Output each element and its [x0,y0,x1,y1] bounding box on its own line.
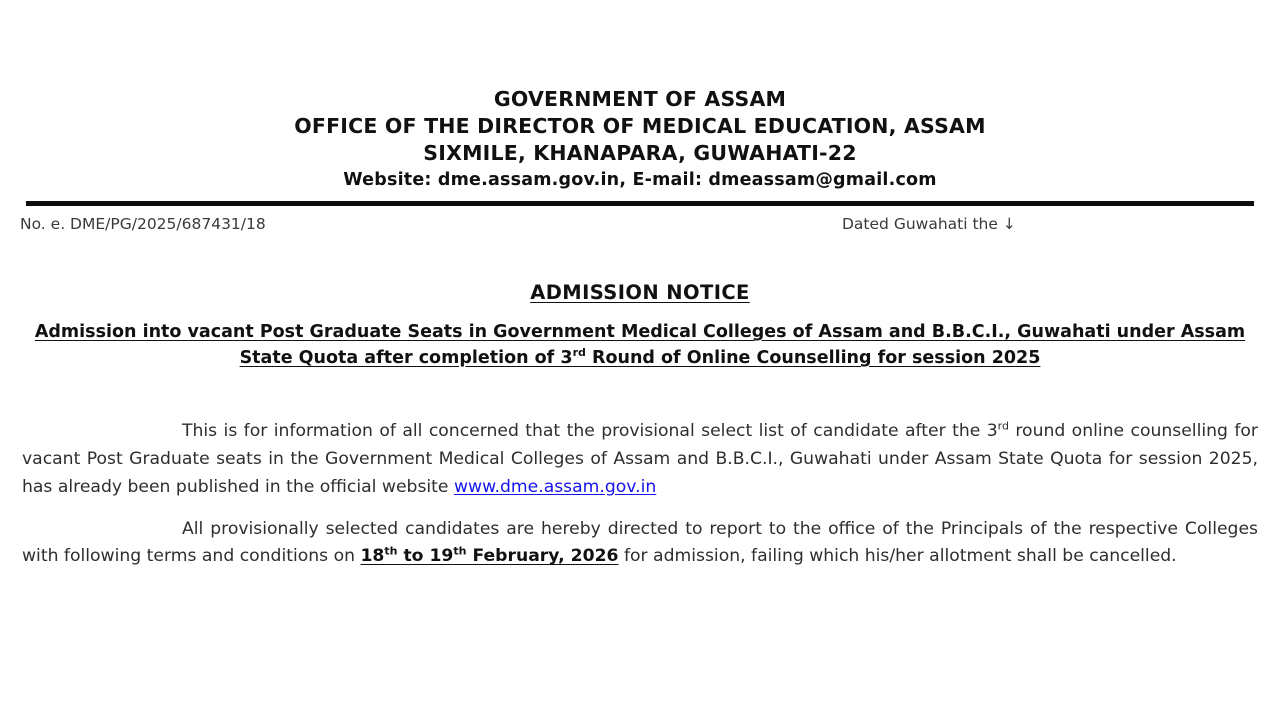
reporting-date-range [360,546,618,566]
paragraph-one-ordinal: rd [997,419,1009,433]
paragraph-one-text-a: This is for information of all concerned that the provisional select list of candidate after the 3 [182,421,998,442]
reporting-date-middle: to 19 [397,546,454,567]
letterhead-address-line: SIXMILE, KHANAPARA, GUWAHATI-22 [423,141,857,166]
notice-subtitle-part1: Admission into vacant Post Graduate Seats in Government Medical Colleges of Assam and B.B.C.I., Guwahati under Assam State Quota after completion of 3 [34,322,1246,369]
paragraph-one-text-b: round online counselling for vacant Post Graduate seats in the Government Medical Colleges of Assam and B.B.C.I., Guwahati under Assam State Quota for session 2025, has already been published in the official website [22,421,1258,497]
letterhead-contact-line: Website: dme.assam.gov.in, E-mail: dmeassam@gmail.com [343,170,937,191]
notice-subtitle [20,320,1260,372]
dated-guwahati-label [842,215,1016,233]
dated-guwahati-text: Dated Guwahati the [842,215,998,234]
reference-number: No. e. DME/PG/2025/687431/18 [20,215,266,234]
page-title: ADMISSION NOTICE [530,281,750,305]
letterhead-government-line: GOVERNMENT OF ASSAM [493,87,787,111]
letterhead-office-line: OFFICE OF THE DIRECTOR OF MEDICAL EDUCATION, ASSAM [294,114,986,139]
reference-row [18,215,1262,239]
paragraph-one [22,418,1258,502]
down-arrow-icon: ↓ [1002,215,1016,234]
letterhead [0,0,1280,192]
notice-subtitle-part2: Round of Online Counselling for session 2025 [585,348,1041,369]
reporting-date-start-ordinal: th [384,544,398,558]
notice-body [22,418,1258,571]
dme-website-link[interactable]: www.dme.assam.gov.in [453,476,657,497]
paragraph-two-text-a: All provisionally selected candidates are hereby directed to report to the office of the Principals of the respective Colleges with following terms and conditions on [22,518,1258,567]
paragraph-two [22,516,1258,572]
paragraph-two-text-b: for admission, failing which his/her allotment shall be cancelled. [618,546,1177,567]
reporting-date-month-year: February, 2026 [466,546,619,567]
header-divider-rule [26,201,1254,206]
notice-subtitle-ordinal: rd [572,346,586,360]
reporting-date-end-ordinal: th [453,544,467,558]
reporting-date-start: 18 [360,546,385,567]
